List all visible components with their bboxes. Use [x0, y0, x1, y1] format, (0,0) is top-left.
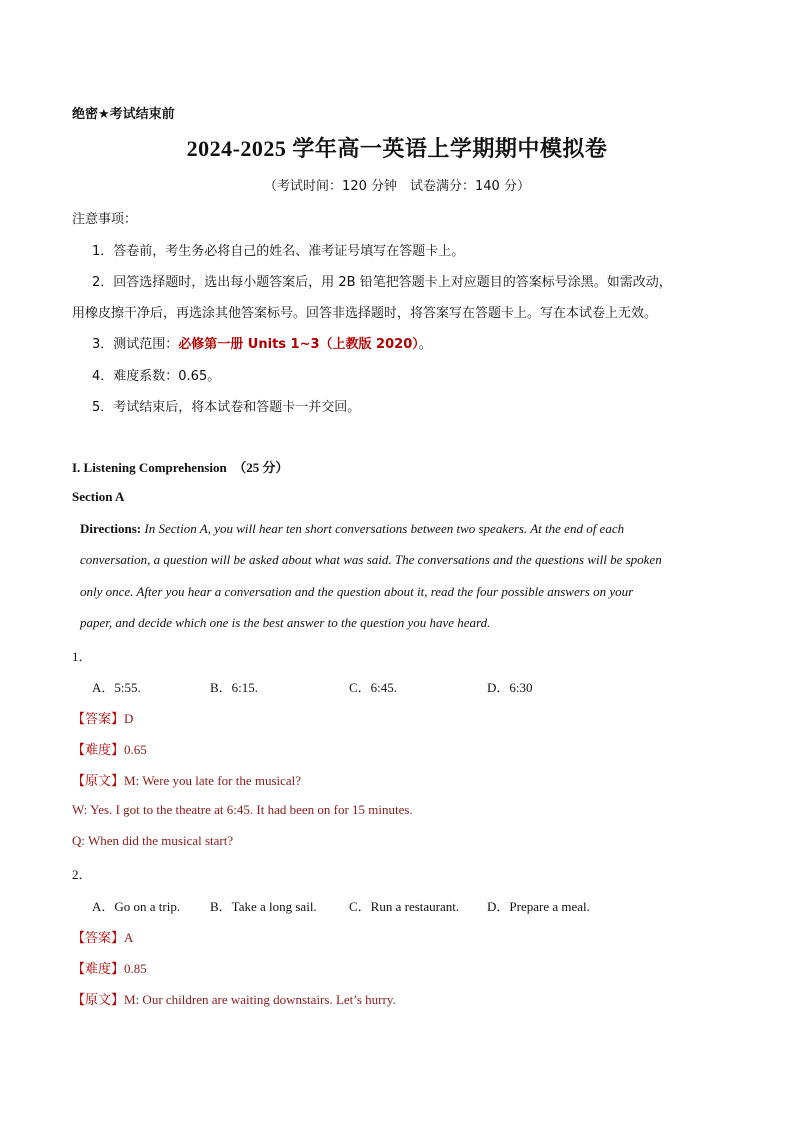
difficulty-label: 【难度】 [72, 962, 125, 977]
q1-option-b: B．6:15. [210, 680, 259, 695]
note-3-prefix: 3．测试范围： [92, 337, 179, 352]
q1-option-c: C．6:45. [349, 680, 398, 695]
note-2-line1: 2．回答选择题时，选出每小题答案后，用 2B 铅笔把答题卡上对应题目的答案标号涂黑。如需改动， [92, 275, 672, 290]
directions-label: Directions: [80, 521, 142, 536]
difficulty-value: 0.65 [124, 742, 147, 757]
answer-value: D [124, 711, 134, 726]
exam-title: 2024-2025 学年高一英语上学期期中模拟卷 [186, 136, 608, 161]
q2-transcript-line1: 【原文】M: Our children are waiting downstairs. Let’s hurry. [72, 992, 396, 1008]
q2-difficulty [72, 958, 147, 977]
directions-line-4: paper, and decide which one is the best answer to the question you have heard. [80, 615, 491, 630]
directions-line-1: Directions: In Section A, you will hear ten short conversations between two speakers. At the end of each [80, 521, 625, 536]
note-5: 5．考试结束后，将本试卷和答题卡一并交回。 [92, 400, 361, 415]
answer-label: 【答案】 [72, 712, 125, 727]
q1-transcript-line1: 【原文】M: Were you late for the musical? [72, 773, 302, 789]
directions-line-3: only once. After you hear a conversation and the question about it, read the four possible answers on your [80, 584, 634, 599]
q2-option-b: B．Take a long sail. [210, 899, 317, 914]
question-2-number: 2． [72, 867, 92, 882]
note-3-range: 必修第一册 Units 1~3（上教版 2020） [178, 337, 419, 352]
confidential-mark: 绝密★考试结束前 [72, 107, 175, 122]
q2-option-a: A．Go on a trip. [92, 899, 181, 914]
q2-option-d: D．Prepare a meal. [487, 899, 590, 914]
note-1: 1．答卷前，考生务必将自己的姓名、准考证号填写在答题卡上。 [92, 244, 465, 259]
q2-option-c: C．Run a restaurant. [349, 899, 460, 914]
q1-transcript-line2: W: Yes. I got to the theatre at 6:45. It had been on for 15 minutes. [72, 802, 413, 817]
q1-option-a: A．5:55. [92, 680, 141, 695]
difficulty-value: 0.85 [124, 961, 147, 976]
q1-transcript-line3: Q: When did the musical start? [72, 833, 234, 848]
exam-subtitle: （考试时间：120 分钟 试卷满分：140 分） [264, 179, 530, 194]
notes-heading: 注意事项： [72, 212, 138, 227]
answer-value: A [124, 930, 134, 945]
note-4: 4．难度系数：0.65。 [92, 369, 221, 384]
answer-label: 【答案】 [72, 931, 125, 946]
question-1-number: 1． [72, 649, 92, 664]
section-heading: Section A [72, 489, 125, 504]
q1-option-d: D．6:30 [487, 680, 533, 695]
note-3 [92, 333, 432, 352]
note-3-suffix: 。 [418, 337, 432, 352]
transcript-label: 【原文】 [72, 993, 125, 1008]
note-2-line2: 用橡皮擦干净后，再选涂其他答案标号。回答非选择题时，将答案写在答题卡上。写在本试卷上无效。 [72, 306, 658, 321]
difficulty-label: 【难度】 [72, 743, 125, 758]
directions-line-2: conversation, a question will be asked about what was said. The conversations and the questions will be spoken [80, 552, 662, 567]
q2-answer [72, 927, 133, 946]
q1-difficulty [72, 739, 147, 758]
q1-answer [72, 708, 133, 727]
part-heading: I. Listening Comprehension （25 分） [72, 460, 289, 475]
transcript-label: 【原文】 [72, 774, 125, 789]
